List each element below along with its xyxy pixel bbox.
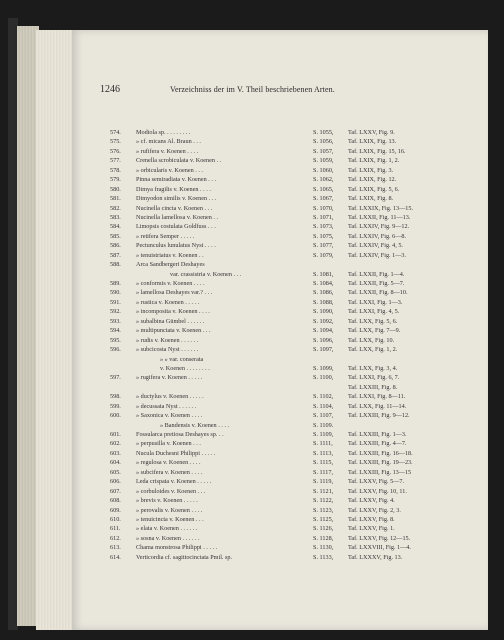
list-item xyxy=(110,175,470,184)
plate-reference: Taf. LXXI, Fig. 6, 7. xyxy=(348,374,400,382)
page-reference: S. 1126, xyxy=(313,525,334,533)
page-reference: S. 1100, xyxy=(313,374,334,382)
list-item xyxy=(110,439,470,448)
running-title: Verzeichniss der im V. Theil beschriebenen Arten. xyxy=(170,85,335,94)
species-name: » ductylus v. Koenen . . . . . xyxy=(136,393,204,401)
species-name: » rufifera v. Koenen . . . . xyxy=(136,147,199,155)
plate-reference: Taf. LXXIII, Fig. 16—18. xyxy=(348,449,413,457)
entry-number: 578. xyxy=(110,166,121,174)
entry-number: 581. xyxy=(110,195,121,203)
page-reference: S. 1056, xyxy=(313,138,334,146)
page-reference: S. 1060, xyxy=(313,166,334,174)
species-name: » rudis v. Koenen . . . . . . xyxy=(136,336,199,344)
plate-reference: Taf. LXXV, Fig. 8. xyxy=(348,515,395,523)
species-name: » cf. micans Al. Braun . . . xyxy=(136,138,201,146)
list-item xyxy=(110,345,470,354)
page-reference: S. 1102, xyxy=(313,393,334,401)
page-reference: S. 1121, xyxy=(313,487,334,495)
page-reference: S. 1113, xyxy=(313,449,333,457)
list-item xyxy=(110,166,470,175)
species-name: Dimya fragilis v. Koenen . . . . xyxy=(136,185,211,193)
page-stack-edge xyxy=(36,30,76,630)
plate-reference: Taf. LXXIII, Fig. 1—3. xyxy=(348,431,407,438)
species-name: var. crassistria v. Koenen . . . xyxy=(170,270,242,278)
list-item xyxy=(110,477,470,486)
entry-number: 580. xyxy=(110,185,121,193)
list-item xyxy=(110,270,470,279)
list-item xyxy=(110,449,470,458)
plate-reference: Taf. LXIX, Fig. 1, 2. xyxy=(348,157,400,165)
plate-reference: Taf. LXXII, Fig. 11—13. xyxy=(348,213,411,221)
species-name: » subcifera v. Koenen . . . . xyxy=(136,468,203,476)
list-item xyxy=(110,543,470,552)
list-item xyxy=(110,137,470,146)
list-item xyxy=(110,147,470,156)
list-item xyxy=(110,392,470,401)
page-reference: S. 1115, xyxy=(313,459,333,467)
plate-reference: Taf. LXXV, Fig. 1. xyxy=(348,525,395,533)
plate-reference: Taf. LXXIV, Fig. 4, 5. xyxy=(348,242,403,250)
entry-number: 575. xyxy=(110,138,121,146)
page-reference: S. 1122, xyxy=(313,497,334,505)
plate-reference: Taf. LXXII, Fig. 8—10. xyxy=(348,289,408,297)
page-reference: S. 1123, xyxy=(313,506,334,514)
plate-reference: Taf. LXX, Fig. 5, 6. xyxy=(348,317,398,325)
entry-number: 601. xyxy=(110,431,121,438)
page-reference: S. 1104, xyxy=(313,402,334,410)
list-item xyxy=(110,241,470,250)
entry-number: 610. xyxy=(110,515,121,523)
list-item xyxy=(110,336,470,345)
list-item xyxy=(110,307,470,316)
list-item xyxy=(110,553,470,562)
page-reference: S. 1128, xyxy=(313,534,334,542)
entry-number: 584. xyxy=(110,223,121,231)
page-reference: S. 1077, xyxy=(313,242,334,250)
species-name: Nucula Duchesni Philippi . . . . . xyxy=(136,449,216,457)
page-reference: S. 1133, xyxy=(313,553,334,561)
page-reference: S. 1075, xyxy=(313,232,334,240)
entry-number: 589. xyxy=(110,280,121,287)
entry-number: 597. xyxy=(110,374,121,382)
list-item xyxy=(110,279,470,288)
species-name: » conformis v. Koenen . . . . xyxy=(136,280,205,287)
species-name: Limopsis costulata Goldfuss . . . xyxy=(136,223,216,231)
species-name: » elata v. Koenen . . . . . . xyxy=(136,525,198,533)
species-name: » Saxonica v. Koenen . . . . xyxy=(136,412,203,420)
species-name: » lamellosa Deshayes var.? . . . xyxy=(136,289,213,297)
species-name: » sosna v. Koenen . . . . . . xyxy=(136,534,200,542)
list-item xyxy=(110,251,470,260)
entry-number: 586. xyxy=(110,242,121,250)
plate-reference: Taf. LXXV, Fig. 4. xyxy=(348,497,395,505)
species-name: Verticordia cf. sagittocinctata Pmil. sp. xyxy=(136,553,233,561)
list-item xyxy=(110,222,470,231)
list-item xyxy=(110,260,470,269)
entry-number: 592. xyxy=(110,308,121,316)
entry-number: 605. xyxy=(110,468,121,476)
list-item xyxy=(110,326,470,335)
plate-reference: Taf. LXXV, Fig. 5—7. xyxy=(348,478,404,486)
page-reference: S. 1079, xyxy=(313,251,334,259)
entry-number: 614. xyxy=(110,553,121,561)
plate-reference: Taf. LXIX, Fig. 3. xyxy=(348,166,394,174)
plate-reference: Taf. LXXII, Fig. 5—7. xyxy=(348,280,405,287)
page-reference: S. 1088, xyxy=(313,298,334,306)
species-name: Nucinella lamellosa v. Koenen . . xyxy=(136,213,219,221)
species-name: Fossularca pretiosa Deshayes sp. . . xyxy=(136,431,224,438)
species-name: » tenuicincta v. Koenen . . . xyxy=(136,515,204,523)
plate-reference: Taf. LXXV, Fig. 12—15. xyxy=(348,534,411,542)
background-edge xyxy=(488,30,504,630)
page-reference: S. 1055, xyxy=(313,129,334,136)
list-item xyxy=(110,364,470,373)
species-name: » retifera Semper . . . . . xyxy=(136,232,195,240)
plate-reference: Taf. LXXV, Fig. 2, 3. xyxy=(348,506,401,514)
list-item xyxy=(110,373,470,382)
species-name: » subcicosta Nyst . . . . . . xyxy=(136,346,199,354)
entry-number: 607. xyxy=(110,487,121,495)
entry-number: 579. xyxy=(110,176,121,184)
list-item xyxy=(110,185,470,194)
plate-reference: Taf. LXXI, Fig. 1—3. xyxy=(348,298,403,306)
page-reference: S. 1099, xyxy=(313,364,334,372)
species-index-list xyxy=(110,128,470,562)
page-reference: S. 1092, xyxy=(313,317,334,325)
list-item xyxy=(110,317,470,326)
list-item xyxy=(110,515,470,524)
list-item xyxy=(110,204,470,213)
entry-number: 602. xyxy=(110,440,121,448)
plate-reference: Taf. LXXIX, Fig. 13—15. xyxy=(348,204,414,212)
list-item xyxy=(110,430,470,439)
species-name: Modiola sp. . . . . . . . . xyxy=(136,129,191,136)
page-reference: S. 1070, xyxy=(313,204,334,212)
species-name: Pinna semiradiata v. Koenen . . . xyxy=(136,176,217,184)
entry-number: 590. xyxy=(110,289,121,297)
plate-reference: Taf. LXXIII, Fig. 13—15 xyxy=(348,468,412,476)
page-reference: S. 1119, xyxy=(313,478,333,486)
page-reference: S. 1062, xyxy=(313,176,334,184)
entry-number: 593. xyxy=(110,317,121,325)
list-item xyxy=(110,232,470,241)
list-item xyxy=(110,213,470,222)
list-item xyxy=(110,402,470,411)
entry-number: 587. xyxy=(110,251,121,259)
plate-reference: Taf. LXIX, Fig. 8. xyxy=(348,195,394,203)
list-item xyxy=(110,496,470,505)
plate-reference: Taf. LXXI, Fig. 4, 5. xyxy=(348,308,400,316)
page-reference: S. 1096, xyxy=(313,336,334,344)
entry-number: 591. xyxy=(110,298,121,306)
species-name: » rugifera v. Koenen . . . . . xyxy=(136,374,203,382)
species-name: » rustica v. Koenen . . . . . xyxy=(136,298,200,306)
plate-reference: Taf. LXIX, Fig. 5, 6. xyxy=(348,185,400,193)
page-reference: S. 1097, xyxy=(313,346,334,354)
list-item xyxy=(110,411,470,420)
entry-number: 585. xyxy=(110,232,121,240)
species-name: » orbicularis v. Koenen . . . xyxy=(136,166,203,174)
plate-reference: Taf. LXXIV, Fig. 1—3. xyxy=(348,251,407,259)
plate-reference: Taf. LXXVIII, Fig. 1—4. xyxy=(348,544,411,552)
species-name: » brevis v. Koenen . . . . . xyxy=(136,497,198,505)
species-name: » subalbina Gümbel . . . . . . xyxy=(136,317,205,325)
entry-number: 574. xyxy=(110,129,121,136)
species-name: » decussata Nyst . . . . . . xyxy=(136,402,197,410)
plate-reference: Taf. LXX, Fig. 1, 2. xyxy=(348,346,398,354)
entry-number: 588. xyxy=(110,261,121,269)
page-reference: S. 1090, xyxy=(313,308,334,316)
species-name: » incompositа v. Koenen . . . . xyxy=(136,308,210,316)
plate-reference: Taf. LXX, Fig. 11—14. xyxy=(348,402,407,410)
species-name: v. Koenen . . . . . . . . xyxy=(160,364,210,372)
entry-number: 608. xyxy=(110,497,121,505)
species-name: Leda crispata v. Koenen . . . . . xyxy=(136,478,212,486)
entry-number: 583. xyxy=(110,213,121,221)
plate-reference: Taf. LXXII, Fig. 1—4. xyxy=(348,270,405,278)
list-item xyxy=(110,468,470,477)
plate-reference: Taf. LXXIII, Fig. 19—23. xyxy=(348,459,413,467)
plate-reference: Taf. LXX, Fig. 10. xyxy=(348,336,395,344)
entry-number: 594. xyxy=(110,327,121,335)
species-name: » perovalis v. Koenen . . . . xyxy=(136,506,203,514)
entry-number: 612. xyxy=(110,534,121,542)
entry-number: 596. xyxy=(110,346,121,354)
page-reference: S. 1059, xyxy=(313,157,334,165)
species-name: » corbuloides v. Koenen . . . xyxy=(136,487,206,495)
page-reference: S. 1086, xyxy=(313,289,334,297)
entry-number: 613. xyxy=(110,544,121,552)
plate-reference: Taf. LXX, Fig. 7—9. xyxy=(348,327,401,335)
species-name: Dimyodon similis v. Koenen . . . xyxy=(136,195,217,203)
plate-reference: Taf. LXIX, Fig. 15, 16. xyxy=(348,147,406,155)
page-reference: S. 1117, xyxy=(313,468,333,476)
plate-reference: Taf. LXXIII, Fig. 8. xyxy=(348,383,398,391)
list-item xyxy=(110,288,470,297)
list-item xyxy=(110,128,470,137)
entry-number: 595. xyxy=(110,336,121,344)
species-name: » regulosa v. Koenen . . . . xyxy=(136,459,201,467)
list-item xyxy=(110,194,470,203)
list-item xyxy=(110,534,470,543)
page-reference: S. 1081, xyxy=(313,270,334,278)
page-reference: S. 1130, xyxy=(313,544,334,552)
plate-reference: Taf. LXXV, Fig. 9. xyxy=(348,129,395,136)
page-reference: S. 1107, xyxy=(313,412,334,420)
page-reference: S. 1071, xyxy=(313,213,334,221)
plate-reference: Taf. LXXIII, Fig. 9—12. xyxy=(348,412,410,420)
species-name: Arca Sandbergeri Deshayes xyxy=(136,261,205,269)
page-reference: S. 1084, xyxy=(313,280,334,287)
entry-number: 598. xyxy=(110,393,121,401)
entry-number: 611. xyxy=(110,525,121,533)
page-header xyxy=(100,84,470,98)
page-reference: S. 1057, xyxy=(313,147,334,155)
plate-reference: Taf. LXX, Fig. 3, 4. xyxy=(348,364,398,372)
species-name: Nucinella cincta v. Koenen . . . xyxy=(136,204,213,212)
page-reference: S. 1065, xyxy=(313,185,334,193)
list-item xyxy=(110,421,470,430)
list-item xyxy=(110,156,470,165)
page-reference: S. 1109. xyxy=(313,421,334,429)
species-name: » perpusilla v. Koenen . . . xyxy=(136,440,201,448)
list-item xyxy=(110,298,470,307)
entry-number: 576. xyxy=(110,147,121,155)
list-item xyxy=(110,458,470,467)
species-name: » tenuistriatus v. Koenen . . xyxy=(136,251,204,259)
plate-reference: Taf. LXXIV, Fig. 9—12. xyxy=(348,223,410,231)
species-name: Pectunculus lunulatus Nyst . . . . xyxy=(136,242,216,250)
list-item xyxy=(110,506,470,515)
species-name: » » var. conserata xyxy=(160,355,204,363)
entry-number: 582. xyxy=(110,204,121,212)
list-item xyxy=(110,524,470,533)
entry-number: 606. xyxy=(110,478,121,486)
species-name: » multipunctata v. Koenen . . . xyxy=(136,327,211,335)
list-item xyxy=(110,383,470,392)
entry-number: 577. xyxy=(110,157,121,165)
list-item xyxy=(110,355,470,364)
entry-number: 604. xyxy=(110,459,121,467)
plate-reference: Taf. LXXV, Fig. 10, 11. xyxy=(348,487,407,495)
species-name: Crenella scrobiculata v. Koenen . . xyxy=(136,157,222,165)
species-name: Chama monstrosa Philippi . . . . . xyxy=(136,544,218,552)
page-reference: S. 1073, xyxy=(313,223,334,231)
page-number: 1246 xyxy=(100,84,120,95)
plate-reference: Taf. LXIX, Fig. 13. xyxy=(348,138,397,146)
page-reference: S. 1125, xyxy=(313,515,334,523)
plate-reference: Taf. LXXIII, Fig. 4—7. xyxy=(348,440,407,448)
plate-reference: Taf. LXXXV, Fig. 13. xyxy=(348,553,403,561)
page-reference: S. 1109, xyxy=(313,431,334,438)
page-reference: S. 1067, xyxy=(313,195,334,203)
entry-number: 600. xyxy=(110,412,121,420)
page-reference: S. 1094, xyxy=(313,327,334,335)
species-name: » Bandensis v. Koenen . . . . xyxy=(160,421,230,429)
page-reference: S. 1111, xyxy=(313,440,333,448)
entry-number: 609. xyxy=(110,506,121,514)
plate-reference: Taf. LXXI, Fig. 8—11. xyxy=(348,393,406,401)
entry-number: 603. xyxy=(110,449,121,457)
plate-reference: Taf. LXXIV, Fig. 6—8. xyxy=(348,232,407,240)
plate-reference: Taf. LXIX, Fig. 12. xyxy=(348,176,397,184)
entry-number: 599. xyxy=(110,402,121,410)
list-item xyxy=(110,487,470,496)
